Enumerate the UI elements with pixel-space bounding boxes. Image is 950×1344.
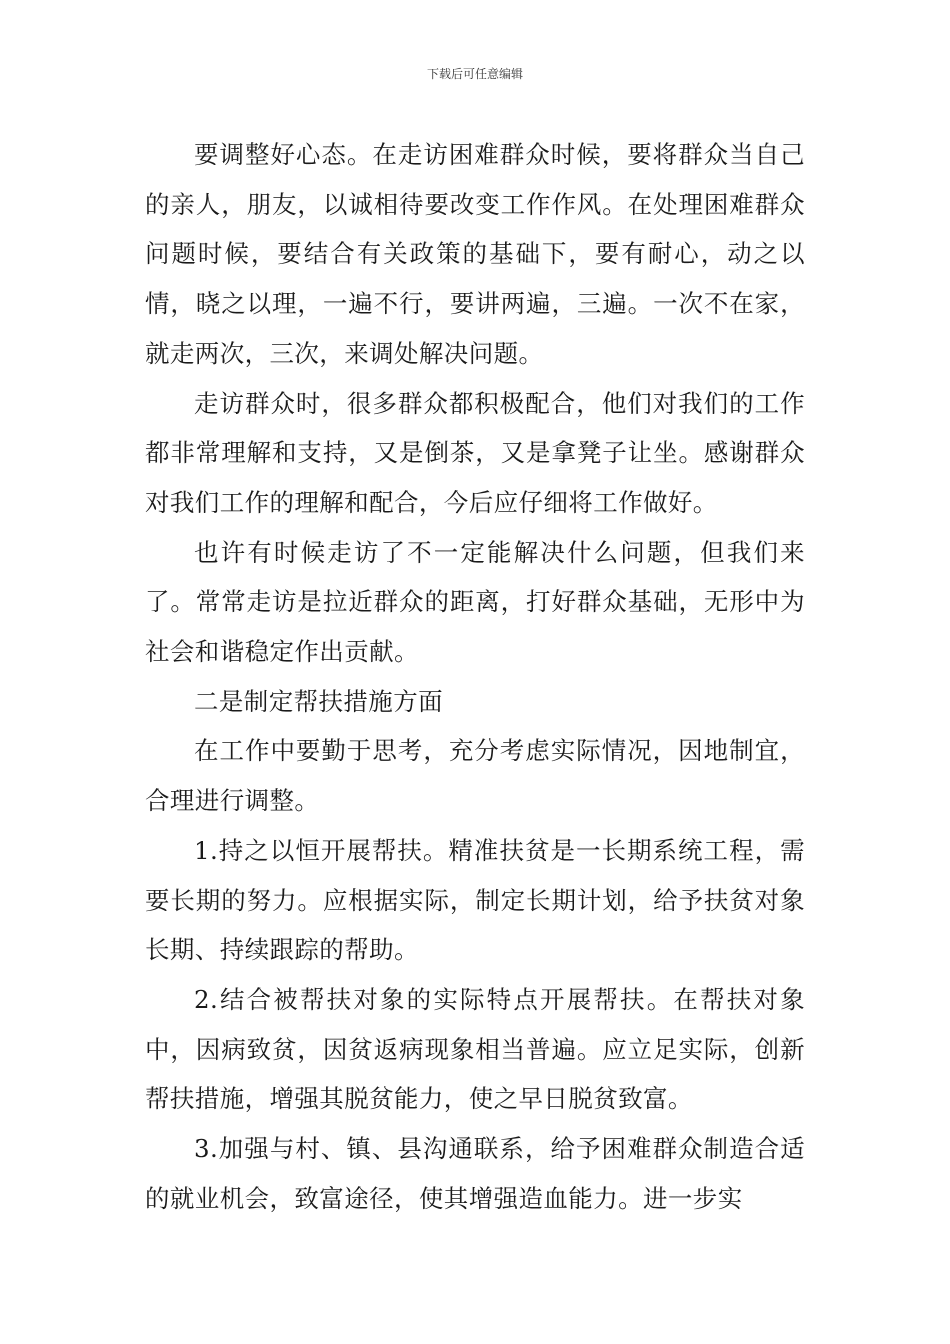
list-item-3: 3.加强与村、镇、县沟通联系，给予困难群众制造合适的就业机会，致富途径，使其增强造血能力。进一步实 — [145, 1134, 805, 1213]
list-item-1: 1.持之以恒开展帮扶。精准扶贫是一长期系统工程，需要长期的努力。应根据实际，制定长期计划，给予扶贫对象长期、持续跟踪的帮助。 — [145, 835, 805, 965]
list-item-2: 2.结合被帮扶对象的实际特点开展帮扶。在帮扶对象中，因病致贫，因贫返病现象相当普遍。应立足实际，创新帮扶措施，增强其脱贫能力，使之早日脱贫致富。 — [145, 984, 805, 1114]
paragraph-3: 也许有时候走访了不一定能解决什么问题，但我们来了。常常走访是拉近群众的距离，打好群众基础，无形中为社会和谐稳定作出贡献。 — [145, 537, 805, 667]
paragraph-1: 要调整好心态。在走访困难群众时候，要将群众当自己的亲人，朋友，以诚相待要改变工作作风。在处理困难群众问题时候，要结合有关政策的基础下，要有耐心，动之以情，晓之以理，一遍不行，要讲两遍，三遍。一次不在家，就走两次，三次，来调处解决问题。 — [145, 140, 805, 368]
document-body — [145, 130, 805, 1223]
paragraph-4: 在工作中要勤于思考，充分考虑实际情况，因地制宜，合理进行调整。 — [145, 736, 805, 816]
section-heading: 二是制定帮扶措施方面 — [194, 686, 443, 716]
paragraph-2: 走访群众时，很多群众都积极配合，他们对我们的工作都非常理解和支持，又是倒茶，又是拿凳子让坐。感谢群众对我们工作的理解和配合，今后应仔细将工作做好。 — [145, 388, 805, 517]
page-header: 下载后可任意编辑 — [426, 67, 523, 81]
